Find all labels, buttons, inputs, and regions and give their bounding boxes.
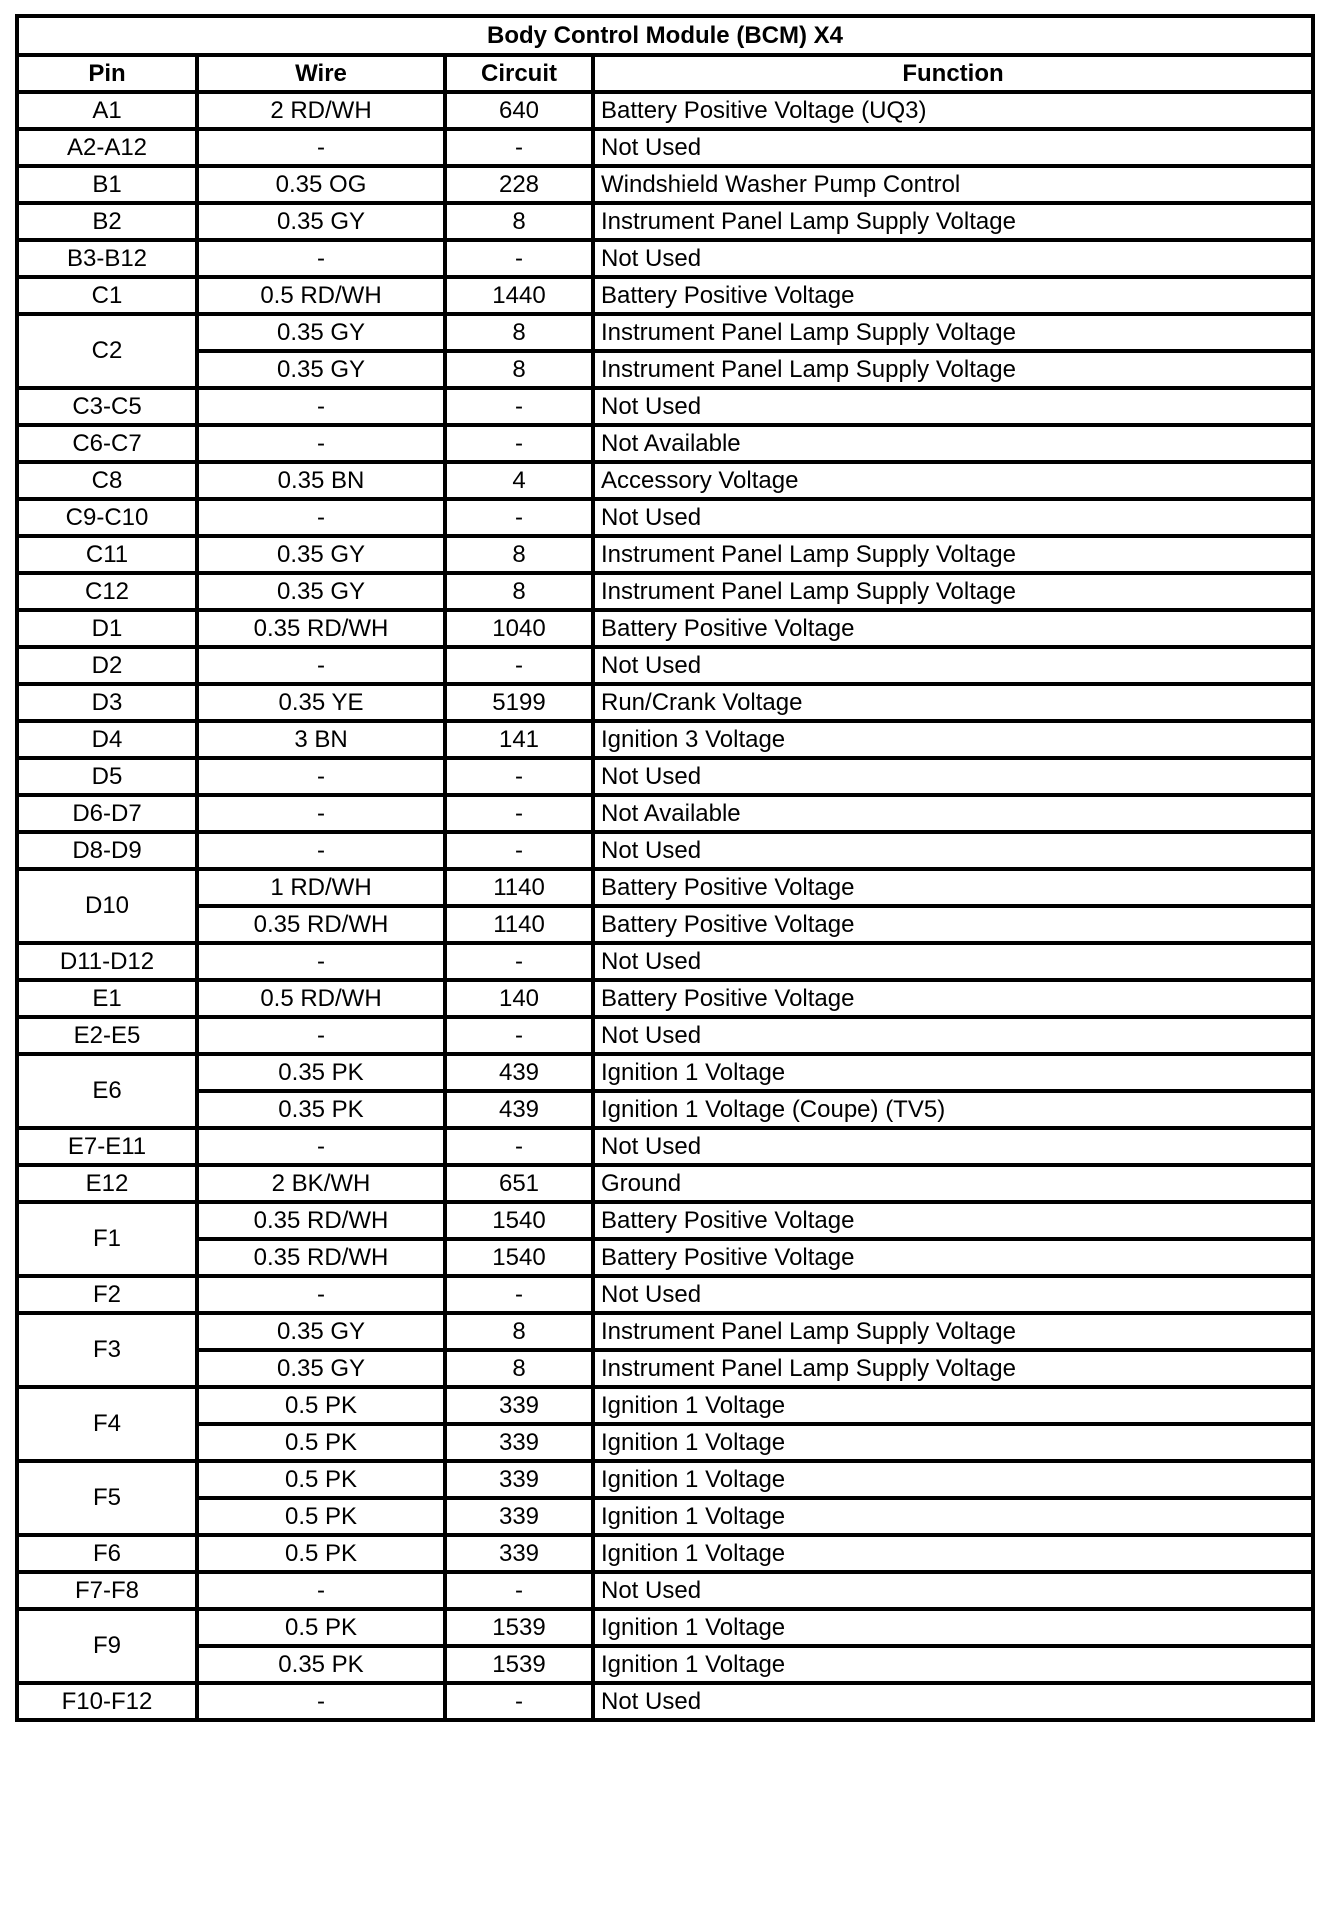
circuit-cell: 1040 [445,610,593,647]
pin-cell: B2 [17,203,197,240]
function-cell: Battery Positive Voltage [593,277,1313,314]
table-row [17,129,1313,166]
circuit-cell: 8 [445,536,593,573]
table-row [17,906,1313,943]
table-row [17,1461,1313,1498]
title-row [17,16,1313,55]
circuit-cell: - [445,1276,593,1313]
table-row [17,536,1313,573]
pin-cell: C2 [17,314,197,388]
circuit-cell: 8 [445,314,593,351]
table-row [17,610,1313,647]
pin-cell: B3-B12 [17,240,197,277]
function-cell: Not Used [593,129,1313,166]
circuit-cell: 140 [445,980,593,1017]
table-row [17,832,1313,869]
wire-cell: - [197,795,445,832]
function-cell: Not Used [593,1572,1313,1609]
pin-rows [17,92,1313,1720]
table-row [17,462,1313,499]
wire-cell: 0.35 GY [197,203,445,240]
wire-cell: 0.35 PK [197,1646,445,1683]
wire-cell: 0.35 RD/WH [197,906,445,943]
table-row [17,1313,1313,1350]
wire-cell: 0.35 BN [197,462,445,499]
table-row [17,1054,1313,1091]
circuit-cell: 8 [445,573,593,610]
table-row [17,1276,1313,1313]
wire-cell: - [197,499,445,536]
function-cell: Run/Crank Voltage [593,684,1313,721]
table-row [17,240,1313,277]
pin-cell: D3 [17,684,197,721]
circuit-cell: - [445,758,593,795]
pin-cell: C1 [17,277,197,314]
table-row [17,1091,1313,1128]
pin-cell: F7-F8 [17,1572,197,1609]
wire-cell: - [197,832,445,869]
function-cell: Instrument Panel Lamp Supply Voltage [593,351,1313,388]
table-row [17,1646,1313,1683]
circuit-cell: - [445,1017,593,1054]
function-cell: Ignition 1 Voltage [593,1054,1313,1091]
wire-cell: 0.35 GY [197,573,445,610]
pin-cell: D8-D9 [17,832,197,869]
pin-cell: C6-C7 [17,425,197,462]
pin-cell: D2 [17,647,197,684]
table-row [17,499,1313,536]
circuit-cell: 651 [445,1165,593,1202]
table-row [17,684,1313,721]
circuit-cell: - [445,832,593,869]
function-cell: Instrument Panel Lamp Supply Voltage [593,573,1313,610]
wire-cell: 0.5 RD/WH [197,980,445,1017]
function-cell: Ignition 1 Voltage [593,1609,1313,1646]
wire-cell: - [197,425,445,462]
circuit-cell: 1539 [445,1646,593,1683]
table-row [17,758,1313,795]
table-row [17,647,1313,684]
wire-cell: 0.35 PK [197,1091,445,1128]
table-row [17,1017,1313,1054]
circuit-cell: 141 [445,721,593,758]
table-row [17,1609,1313,1646]
function-cell: Not Available [593,795,1313,832]
column-header-function: Function [593,55,1313,92]
function-cell: Instrument Panel Lamp Supply Voltage [593,1350,1313,1387]
circuit-cell: 339 [445,1535,593,1572]
pin-cell: F4 [17,1387,197,1461]
table-row [17,573,1313,610]
wire-cell: 0.35 GY [197,314,445,351]
circuit-cell: - [445,943,593,980]
wire-cell: 0.35 RD/WH [197,610,445,647]
function-cell: Instrument Panel Lamp Supply Voltage [593,314,1313,351]
function-cell: Not Used [593,388,1313,425]
circuit-cell: 4 [445,462,593,499]
circuit-cell: 8 [445,1350,593,1387]
table-row [17,943,1313,980]
table-row [17,314,1313,351]
wire-cell: 0.5 RD/WH [197,277,445,314]
circuit-cell: 339 [445,1387,593,1424]
pin-cell: F3 [17,1313,197,1387]
table-title: Body Control Module (BCM) X4 [17,16,1313,55]
pin-cell: F10-F12 [17,1683,197,1720]
table-row [17,1165,1313,1202]
column-header-pin: Pin [17,55,197,92]
wire-cell: - [197,240,445,277]
table-row [17,1350,1313,1387]
circuit-cell: - [445,425,593,462]
function-cell: Battery Positive Voltage [593,1239,1313,1276]
wire-cell: 0.35 RD/WH [197,1202,445,1239]
function-cell: Ignition 3 Voltage [593,721,1313,758]
pin-cell: C11 [17,536,197,573]
circuit-cell: - [445,499,593,536]
circuit-cell: 1540 [445,1202,593,1239]
pin-cell: E1 [17,980,197,1017]
table-row [17,92,1313,129]
wire-cell: 0.5 PK [197,1498,445,1535]
function-cell: Ignition 1 Voltage [593,1387,1313,1424]
circuit-cell: 228 [445,166,593,203]
table-row [17,1498,1313,1535]
table-row [17,1202,1313,1239]
table-row [17,1683,1313,1720]
table-row [17,1424,1313,1461]
wire-cell: 0.35 GY [197,1313,445,1350]
function-cell: Ignition 1 Voltage [593,1461,1313,1498]
circuit-cell: 8 [445,351,593,388]
function-cell: Not Used [593,1276,1313,1313]
function-cell: Battery Positive Voltage [593,1202,1313,1239]
wire-cell: 0.5 PK [197,1535,445,1572]
column-header-wire: Wire [197,55,445,92]
circuit-cell: - [445,1128,593,1165]
function-cell: Instrument Panel Lamp Supply Voltage [593,1313,1313,1350]
wire-cell: - [197,388,445,425]
circuit-cell: 1140 [445,906,593,943]
function-cell: Not Used [593,647,1313,684]
function-cell: Ignition 1 Voltage [593,1424,1313,1461]
pin-cell: F1 [17,1202,197,1276]
table-row [17,1535,1313,1572]
function-cell: Ignition 1 Voltage [593,1498,1313,1535]
table-row [17,351,1313,388]
pin-cell: F6 [17,1535,197,1572]
pin-cell: C3-C5 [17,388,197,425]
table-row [17,203,1313,240]
pin-cell: D6-D7 [17,795,197,832]
circuit-cell: 339 [445,1424,593,1461]
wire-cell: - [197,1017,445,1054]
circuit-cell: - [445,647,593,684]
circuit-cell: - [445,388,593,425]
wire-cell: 0.35 GY [197,351,445,388]
pin-cell: E7-E11 [17,1128,197,1165]
wire-cell: 0.5 PK [197,1461,445,1498]
pin-cell: D10 [17,869,197,943]
table-row [17,166,1313,203]
pin-cell: E2-E5 [17,1017,197,1054]
wire-cell: - [197,1276,445,1313]
table-row [17,1239,1313,1276]
function-cell: Battery Positive Voltage [593,869,1313,906]
wire-cell: 0.35 PK [197,1054,445,1091]
circuit-cell: 8 [445,203,593,240]
circuit-cell: 5199 [445,684,593,721]
pin-cell: D1 [17,610,197,647]
wire-cell: - [197,758,445,795]
function-cell: Not Used [593,832,1313,869]
function-cell: Instrument Panel Lamp Supply Voltage [593,203,1313,240]
function-cell: Not Used [593,240,1313,277]
circuit-cell: - [445,795,593,832]
function-cell: Not Used [593,758,1313,795]
function-cell: Not Used [593,1683,1313,1720]
circuit-cell: 1140 [445,869,593,906]
circuit-cell: 640 [445,92,593,129]
circuit-cell: - [445,129,593,166]
wire-cell: - [197,1128,445,1165]
pin-cell: D5 [17,758,197,795]
wire-cell: - [197,943,445,980]
pin-cell: E12 [17,1165,197,1202]
function-cell: Battery Positive Voltage [593,906,1313,943]
pin-cell: F5 [17,1461,197,1535]
pin-cell: A1 [17,92,197,129]
function-cell: Not Used [593,499,1313,536]
function-cell: Battery Positive Voltage [593,980,1313,1017]
wire-cell: 0.35 GY [197,1350,445,1387]
wire-cell: 0.5 PK [197,1387,445,1424]
pin-cell: C12 [17,573,197,610]
table-row [17,425,1313,462]
function-cell: Ignition 1 Voltage (Coupe) (TV5) [593,1091,1313,1128]
wire-cell: 0.35 GY [197,536,445,573]
function-cell: Windshield Washer Pump Control [593,166,1313,203]
function-cell: Ignition 1 Voltage [593,1646,1313,1683]
wire-cell: - [197,129,445,166]
wire-cell: 3 BN [197,721,445,758]
circuit-cell: 439 [445,1091,593,1128]
pin-cell: D11-D12 [17,943,197,980]
table-row [17,869,1313,906]
circuit-cell: - [445,240,593,277]
pin-cell: F2 [17,1276,197,1313]
wire-cell: 0.35 YE [197,684,445,721]
wire-cell: 2 BK/WH [197,1165,445,1202]
pin-cell: D4 [17,721,197,758]
function-cell: Not Used [593,1017,1313,1054]
function-cell: Ground [593,1165,1313,1202]
circuit-cell: 339 [445,1498,593,1535]
table-row [17,277,1313,314]
function-cell: Instrument Panel Lamp Supply Voltage [593,536,1313,573]
wire-cell: 1 RD/WH [197,869,445,906]
table-row [17,1128,1313,1165]
function-cell: Ignition 1 Voltage [593,1535,1313,1572]
function-cell: Accessory Voltage [593,462,1313,499]
wire-cell: - [197,1683,445,1720]
table-row [17,721,1313,758]
wire-cell: 0.35 RD/WH [197,1239,445,1276]
wire-cell: - [197,1572,445,1609]
pin-cell: F9 [17,1609,197,1683]
table-row [17,980,1313,1017]
connector-pinout-table [15,14,1315,1722]
circuit-cell: - [445,1683,593,1720]
circuit-cell: 8 [445,1313,593,1350]
wire-cell: 0.35 OG [197,166,445,203]
circuit-cell: 1540 [445,1239,593,1276]
pin-cell: A2-A12 [17,129,197,166]
table-row [17,1387,1313,1424]
pin-cell: E6 [17,1054,197,1128]
column-header-circuit: Circuit [445,55,593,92]
table-row [17,388,1313,425]
function-cell: Battery Positive Voltage [593,610,1313,647]
circuit-cell: 339 [445,1461,593,1498]
wire-cell: 0.5 PK [197,1424,445,1461]
header-row [17,55,1313,92]
wire-cell: - [197,647,445,684]
circuit-cell: 439 [445,1054,593,1091]
circuit-cell: - [445,1572,593,1609]
table-row [17,795,1313,832]
pin-cell: C9-C10 [17,499,197,536]
function-cell: Not Available [593,425,1313,462]
circuit-cell: 1440 [445,277,593,314]
pin-cell: C8 [17,462,197,499]
function-cell: Not Used [593,943,1313,980]
wire-cell: 2 RD/WH [197,92,445,129]
table-row [17,1572,1313,1609]
circuit-cell: 1539 [445,1609,593,1646]
wire-cell: 0.5 PK [197,1609,445,1646]
pin-cell: B1 [17,166,197,203]
function-cell: Battery Positive Voltage (UQ3) [593,92,1313,129]
function-cell: Not Used [593,1128,1313,1165]
